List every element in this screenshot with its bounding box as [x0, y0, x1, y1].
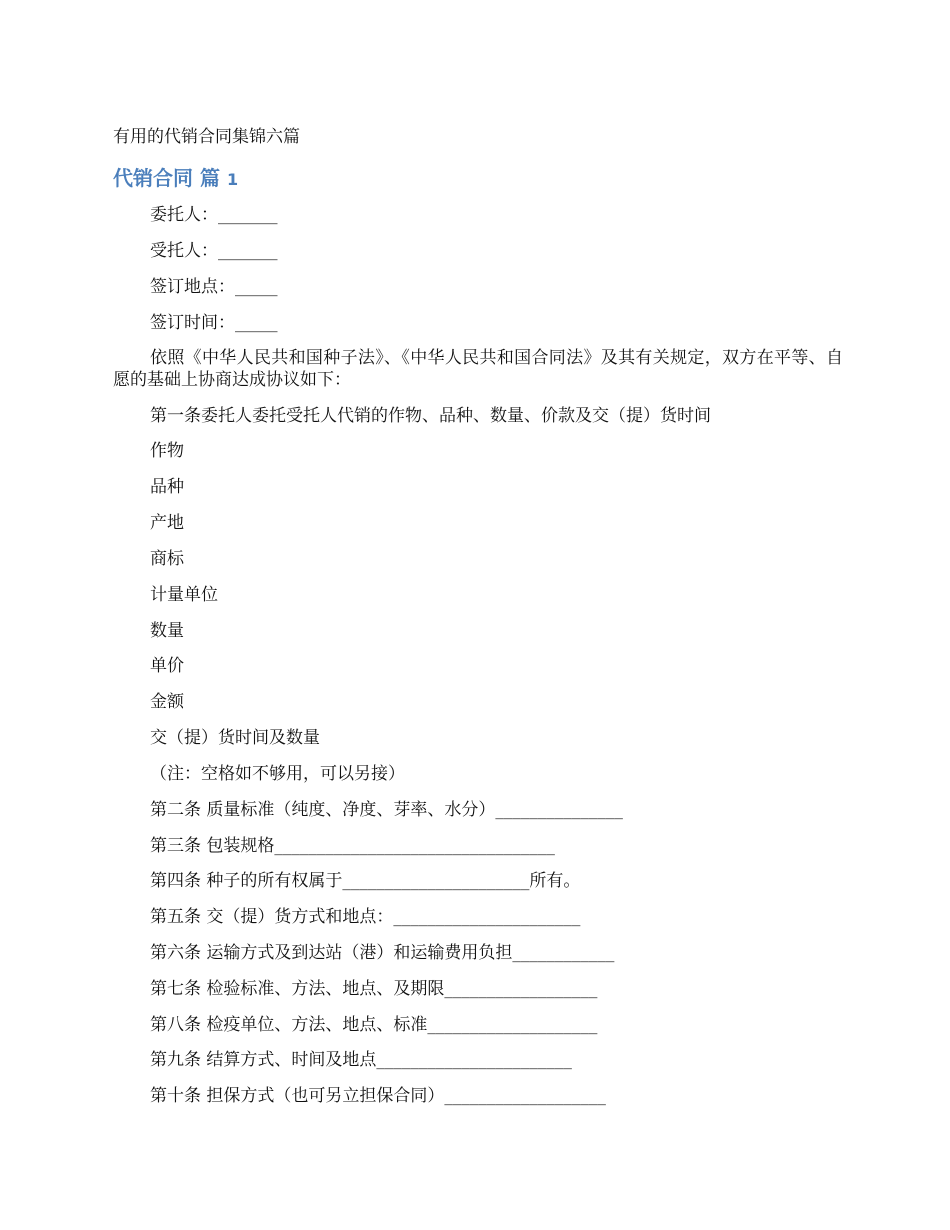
- field-delivery-time: 交（提）货时间及数量: [150, 728, 320, 748]
- field-unit: 计量单位: [150, 585, 218, 605]
- field-amount: 金额: [150, 692, 184, 712]
- field-trademark: 商标: [150, 549, 184, 569]
- section-heading-text: 代销合同 篇: [113, 166, 220, 190]
- section-heading-number: 1: [226, 170, 239, 189]
- signing-time-line: 签订时间：_____: [150, 313, 278, 333]
- article-10: 第十条 担保方式（也可另立担保合同）___________________: [150, 1086, 606, 1106]
- preamble-paragraph: 依照《中华人民共和国种子法》、《中华人民共和国合同法》及其有关规定，双方在平等、自愿的基础上协商达成协议如下：: [113, 348, 843, 390]
- section-heading: [113, 164, 238, 194]
- article-5: 第五条 交（提）货方式和地点：______________________: [150, 907, 581, 927]
- agent-line: 受托人：_______: [150, 241, 278, 261]
- principal-line: 委托人：_______: [150, 205, 278, 225]
- field-unit-price: 单价: [150, 656, 184, 676]
- article-4: 第四条 种子的所有权属于______________________所有。: [150, 871, 581, 891]
- article-8: 第八条 检疫单位、方法、地点、标准____________________: [150, 1015, 598, 1035]
- article-6: 第六条 运输方式及到达站（港）和运输费用负担____________: [150, 943, 615, 963]
- signing-place-line: 签订地点：_____: [150, 277, 278, 297]
- article-1: 第一条委托人委托受托人代销的作物、品种、数量、价款及交（提）货时间: [150, 406, 711, 426]
- field-origin: 产地: [150, 513, 184, 533]
- note-line: （注：空格如不够用，可以另接）: [150, 764, 405, 784]
- article-7: 第七条 检验标准、方法、地点、及期限__________________: [150, 979, 598, 999]
- article-3: 第三条 包装规格_________________________________: [150, 836, 555, 856]
- field-variety: 品种: [150, 477, 184, 497]
- article-9: 第九条 结算方式、时间及地点_______________________: [150, 1050, 572, 1070]
- document-title: 有用的代销合同集锦六篇: [113, 127, 300, 147]
- field-crop: 作物: [150, 441, 184, 461]
- field-quantity: 数量: [150, 621, 184, 641]
- article-2: 第二条 质量标准（纯度、净度、芽率、水分）_______________: [150, 800, 623, 820]
